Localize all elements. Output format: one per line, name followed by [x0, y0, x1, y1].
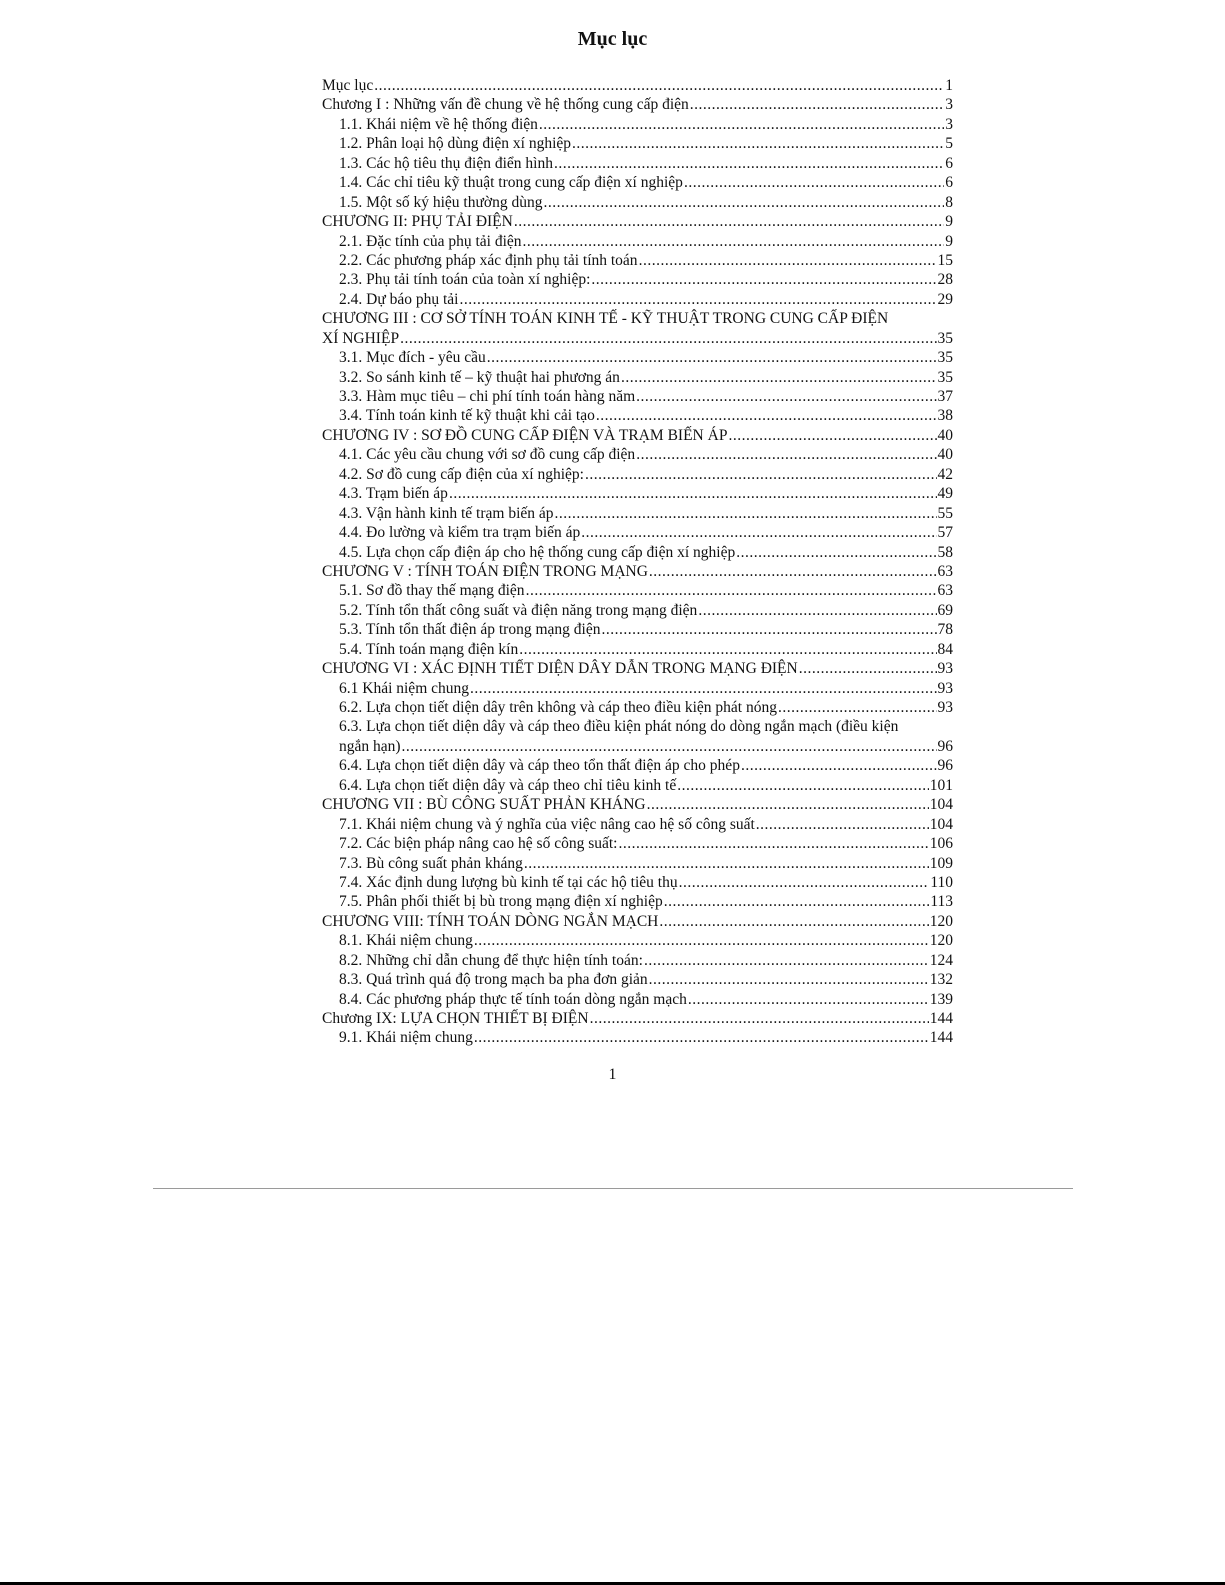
toc-entry-title: 2.1. Đặc tính của phụ tải điện — [339, 232, 522, 250]
toc-entry-page: 93 — [937, 699, 953, 716]
toc-leader-dots — [474, 1028, 929, 1047]
toc-entry[interactable] — [322, 679, 953, 698]
toc-entry-title: 4.2. Sơ đồ cung cấp điện của xí nghiệp: — [339, 465, 584, 483]
toc-entry-title: 7.4. Xác định dung lượng bù kinh tế tại các hộ tiêu thụ — [339, 873, 678, 891]
toc-entry[interactable] — [322, 387, 953, 406]
toc-entry-page: 113 — [930, 893, 953, 911]
toc-entry-page: 42 — [937, 465, 953, 483]
toc-entry[interactable] — [322, 173, 953, 192]
toc-leader-dots — [688, 990, 929, 1009]
toc-entry-title: 4.3. Vận hành kinh tế trạm biến áp — [339, 504, 554, 522]
toc-leader-dots — [736, 543, 936, 562]
toc-entry[interactable] — [322, 795, 953, 814]
toc-leader-dots — [741, 756, 937, 775]
toc-entry[interactable] — [322, 756, 953, 775]
toc-entry-page: 58 — [937, 543, 953, 561]
toc-entry[interactable] — [322, 368, 953, 387]
toc-entry-title: 2.4. Dự báo phụ tải — [339, 290, 459, 308]
toc-entry[interactable] — [322, 251, 953, 270]
page-title: Mục lục — [577, 28, 648, 50]
toc-entry-title: CHƯƠNG V : TÍNH TOÁN ĐIỆN TRONG MẠNG — [322, 562, 648, 580]
toc-entry-page: 6 — [945, 174, 953, 192]
toc-entry-title: CHƯƠNG VII : BÙ CÔNG SUẤT PHẢN KHÁNG — [322, 796, 646, 814]
toc-entry-page: 109 — [929, 854, 953, 872]
toc-entry-title: 1.2. Phân loại hộ dùng điện xí nghiệp — [339, 135, 572, 153]
toc-entry-page: 57 — [937, 524, 953, 542]
toc-entry-page: 35 — [937, 349, 953, 367]
toc-entry-title: 8.4. Các phương pháp thực tế tính toán dòng ngắn mạch — [339, 990, 687, 1008]
toc-leader-dots — [684, 173, 944, 192]
toc-entry-title: 1.5. Một số ký hiệu thường dùng — [339, 193, 543, 211]
toc-entry[interactable] — [322, 581, 953, 600]
toc-entry[interactable] — [322, 523, 953, 542]
toc-entry-title: Mục lục — [322, 77, 374, 94]
toc-leader-dots — [799, 659, 937, 678]
toc-entry-title: 5.1. Sơ đồ thay thế mạng điện — [339, 582, 525, 600]
toc-entry[interactable] — [322, 601, 953, 620]
toc-entry[interactable] — [322, 970, 953, 989]
toc-entry[interactable] — [322, 76, 953, 95]
toc-entry-title: 1.3. Các hộ tiêu thụ điện điển hình — [339, 154, 553, 172]
toc-leader-dots — [581, 523, 936, 542]
toc-entry-page: 106 — [929, 835, 953, 853]
toc-entry[interactable] — [322, 892, 953, 911]
toc-leader-dots — [555, 504, 937, 523]
toc-entry-title: 8.3. Quá trình quá độ trong mạch ba pha đơn giản — [339, 971, 648, 989]
toc-entry-page: 40 — [937, 426, 953, 444]
toc-leader-dots — [728, 426, 936, 445]
toc-entry[interactable] — [322, 854, 953, 873]
toc-entry-page: 40 — [937, 446, 953, 464]
toc-leader-dots — [649, 970, 929, 989]
toc-entry-title: 6.4. Lựa chọn tiết diện dây và cáp theo chỉ tiêu kinh tế — [339, 776, 677, 794]
toc-entry[interactable] — [322, 737, 953, 756]
toc-entry[interactable] — [322, 931, 953, 950]
toc-leader-dots — [554, 154, 944, 173]
toc-entry[interactable] — [322, 232, 953, 251]
toc-entry-page: 49 — [937, 485, 953, 503]
toc-entry-title: 3.2. So sánh kinh tế – kỹ thuật hai phương án — [339, 368, 620, 386]
toc-entry[interactable] — [322, 815, 953, 834]
toc-leader-dots — [677, 776, 929, 795]
toc-entry-title: 5.4. Tính toán mạng điện kín — [339, 640, 519, 658]
toc-entry-page: 15 — [937, 251, 953, 269]
toc-entry[interactable] — [322, 95, 953, 114]
toc-entry-title: 7.1. Khái niệm chung và ý nghĩa của việc nâng cao hệ số công suất — [339, 815, 755, 833]
toc-entry-title: 8.1. Khái niệm chung — [339, 932, 473, 950]
toc-entry-page: 84 — [937, 640, 953, 658]
toc-leader-dots — [601, 620, 936, 639]
toc-leader-dots — [596, 406, 937, 425]
toc-entry-title: 8.2. Những chỉ dẫn chung để thực hiện tính toán: — [339, 951, 643, 969]
toc-entry-title: 5.2. Tính tổn thất công suất và điện năng trong mạng điện — [339, 601, 698, 619]
toc-entry[interactable] — [322, 193, 953, 212]
toc-leader-dots — [619, 834, 929, 853]
page-number: 1 — [608, 1066, 617, 1083]
toc-leader-dots — [526, 581, 937, 600]
toc-entry[interactable] — [322, 426, 953, 445]
toc-entry-page: 29 — [937, 290, 953, 308]
toc-entry[interactable] — [322, 212, 953, 231]
toc-entry-title: CHƯƠNG VI : XÁC ĐỊNH TIẾT DIỆN DÂY DẪN TRONG MẠNG ĐIỆN — [322, 660, 798, 678]
toc-leader-dots — [523, 232, 945, 251]
toc-leader-dots — [636, 445, 936, 464]
toc-entry[interactable] — [322, 270, 953, 289]
toc-leader-dots — [690, 95, 944, 114]
toc-leader-dots — [591, 270, 936, 289]
toc-leader-dots — [543, 193, 944, 212]
toc-entry[interactable] — [322, 834, 953, 853]
toc-entry-page: 144 — [929, 1010, 953, 1027]
toc-entry[interactable] — [322, 543, 953, 562]
toc-entry-page: 139 — [929, 990, 953, 1008]
toc-entry-title: 2.3. Phụ tải tính toán của toàn xí nghiệp: — [339, 271, 591, 289]
toc-leader-dots — [519, 640, 936, 659]
toc-leader-dots — [402, 737, 937, 756]
toc-entry-page: 8 — [945, 193, 953, 211]
toc-entry-title: Chương I : Những vấn đề chung về hệ thống cung cấp điện — [322, 96, 689, 114]
toc-entry-page: 124 — [929, 951, 953, 969]
toc-entry-title: 4.3. Trạm biến áp — [339, 485, 448, 503]
toc-entry[interactable] — [322, 1009, 953, 1028]
toc-entry[interactable] — [322, 1028, 953, 1047]
toc-entry-page: 3 — [945, 115, 953, 133]
toc-leader-dots — [659, 912, 928, 931]
toc-entry[interactable] — [322, 659, 953, 678]
toc-entry[interactable] — [322, 912, 953, 931]
toc-entry-title: 3.1. Mục đích - yêu cầu — [339, 349, 486, 367]
toc-entry-title: Chương IX: LỰA CHỌN THIẾT BỊ ĐIỆN — [322, 1010, 589, 1027]
toc-entry[interactable] — [322, 504, 953, 523]
toc-leader-dots — [778, 698, 937, 717]
toc-entry-title: 1.1. Khái niệm về hệ thống điện — [339, 115, 538, 133]
toc-entry-page: 96 — [937, 737, 953, 755]
toc-entry[interactable] — [322, 873, 953, 892]
toc-entry-page: 55 — [937, 504, 953, 522]
toc-entry-page: 5 — [945, 135, 953, 153]
toc-entry-page: 132 — [929, 971, 953, 989]
toc-entry-page: 93 — [937, 660, 953, 678]
toc-leader-dots — [644, 951, 929, 970]
toc-entry-page: 35 — [937, 329, 953, 347]
toc-entry-title: ngắn hạn) — [339, 737, 401, 755]
toc-entry-page: 69 — [937, 601, 953, 619]
toc-entry-title: 4.5. Lựa chọn cấp điện áp cho hệ thống cung cấp điện xí nghiệp — [339, 543, 736, 561]
toc-entry-page: 93 — [937, 679, 953, 697]
toc-leader-dots — [647, 795, 929, 814]
toc-entry[interactable] — [322, 329, 953, 348]
toc-leader-dots — [636, 387, 936, 406]
toc-entry-page: 35 — [937, 368, 953, 386]
toc-leader-dots — [539, 115, 944, 134]
toc-leader-dots — [474, 931, 929, 950]
toc-leader-dots — [470, 679, 936, 698]
toc-entry-page: 120 — [929, 912, 953, 930]
toc-entry[interactable] — [322, 134, 953, 153]
toc-entry-page: 63 — [937, 582, 953, 600]
toc-entry-title: CHƯƠNG VIII: TÍNH TOÁN DÒNG NGẮN MẠCH — [322, 912, 659, 930]
toc-entry[interactable] — [322, 465, 953, 484]
toc-entry[interactable] — [322, 406, 953, 425]
toc-entry[interactable] — [322, 990, 953, 1009]
toc-entry-line[interactable]: CHƯƠNG III : CƠ SỞ TÍNH TOÁN KINH TẾ - KỸ THUẬT TRONG CUNG CẤP ĐIỆN — [322, 310, 889, 328]
toc-entry[interactable] — [322, 445, 953, 464]
toc-entry[interactable] — [322, 115, 953, 134]
toc-entry-page: 38 — [937, 407, 953, 425]
toc-entry-page: 6 — [945, 154, 953, 172]
toc-entry-page: 120 — [929, 932, 953, 950]
toc-leader-dots — [679, 873, 930, 892]
toc-entry-page: 110 — [930, 873, 953, 891]
toc-entry-page: 144 — [929, 1029, 953, 1047]
toc-leader-dots — [524, 854, 929, 873]
toc-entry[interactable] — [322, 290, 953, 309]
toc-entry[interactable] — [322, 640, 953, 659]
toc-entry-title: 9.1. Khái niệm chung — [339, 1029, 473, 1047]
toc-entry-page: 3 — [945, 96, 953, 114]
toc-entry[interactable] — [322, 951, 953, 970]
toc-leader-dots — [698, 601, 936, 620]
toc-entry-title: 7.2. Các biện pháp nâng cao hệ số công suất: — [339, 835, 618, 853]
toc-entry-title: 2.2. Các phương pháp xác định phụ tải tính toán — [339, 251, 638, 269]
toc-leader-dots — [514, 212, 944, 231]
toc-leader-dots — [649, 562, 937, 581]
toc-leader-dots — [572, 134, 944, 153]
toc-leader-dots — [400, 329, 936, 348]
toc-entry-page: 104 — [929, 796, 953, 814]
toc-entry-page: 9 — [945, 213, 953, 231]
toc-entry[interactable] — [322, 620, 953, 639]
toc-entry-title: 3.3. Hàm mục tiêu – chi phí tính toán hàng năm — [339, 388, 636, 405]
toc-entry-title: 5.3. Tính tổn thất điện áp trong mạng điện — [339, 621, 601, 639]
toc-entry-title: 4.4. Đo lường và kiểm tra trạm biến áp — [339, 524, 581, 542]
toc-entry-page: 28 — [937, 271, 953, 289]
toc-entry-line[interactable]: 6.3. Lựa chọn tiết diện dây và cáp theo điều kiện phát nóng do dòng ngắn mạch (điều kiện — [339, 718, 899, 736]
toc-leader-dots — [459, 290, 936, 309]
toc-entry-title: XÍ NGHIỆP — [322, 329, 400, 347]
toc-entry-title: 6.2. Lựa chọn tiết diện dây trên không và cáp theo điều kiện phát nóng — [339, 699, 777, 716]
toc-entry-page: 96 — [937, 757, 953, 775]
toc-entry-page: 78 — [937, 621, 953, 639]
toc-leader-dots — [585, 465, 937, 484]
toc-entry[interactable] — [322, 154, 953, 173]
toc-entry-page: 104 — [929, 815, 953, 833]
toc-leader-dots — [487, 348, 937, 367]
toc-leader-dots — [449, 484, 937, 503]
toc-leader-dots — [756, 815, 929, 834]
toc-entry[interactable] — [322, 776, 953, 795]
toc-entry[interactable] — [322, 348, 953, 367]
toc-entry-page: 1 — [945, 77, 953, 94]
toc-entry-title: 1.4. Các chỉ tiêu kỹ thuật trong cung cấp điện xí nghiệp — [339, 174, 683, 192]
toc-leader-dots — [621, 368, 937, 387]
toc-entry[interactable] — [322, 698, 953, 717]
toc-entry-title: CHƯƠNG II: PHỤ TẢI ĐIỆN — [322, 213, 513, 231]
toc-entry[interactable] — [322, 484, 953, 503]
toc-entry[interactable] — [322, 562, 953, 581]
toc-entry-title: 6.4. Lựa chọn tiết diện dây và cáp theo tổn thất điện áp cho phép — [339, 757, 740, 775]
toc-leader-dots — [664, 892, 930, 911]
toc-entry-title: 6.1 Khái niệm chung — [339, 679, 470, 697]
toc-entry-title: CHƯƠNG IV : SƠ ĐỒ CUNG CẤP ĐIỆN VÀ TRẠM BIẾN ÁP — [322, 426, 728, 444]
toc-entry-title: 3.4. Tính toán kinh tế kỹ thuật khi cải tạo — [339, 407, 595, 425]
toc-entry-page: 37 — [937, 388, 953, 405]
page-divider — [153, 1188, 1073, 1189]
toc-entry-title: 7.3. Bù công suất phản kháng — [339, 854, 523, 872]
toc-leader-dots — [590, 1009, 929, 1028]
toc-entry-title: 7.5. Phân phối thiết bị bù trong mạng điện xí nghiệp — [339, 893, 663, 911]
toc-entry-page: 101 — [929, 776, 953, 794]
toc-leader-dots — [639, 251, 937, 270]
table-of-contents — [322, 76, 953, 1048]
toc-entry-title: 4.1. Các yêu cầu chung với sơ đồ cung cấp điện — [339, 446, 636, 464]
toc-entry-page: 63 — [937, 562, 953, 580]
toc-entry-page: 9 — [945, 232, 953, 250]
toc-leader-dots — [374, 76, 944, 95]
